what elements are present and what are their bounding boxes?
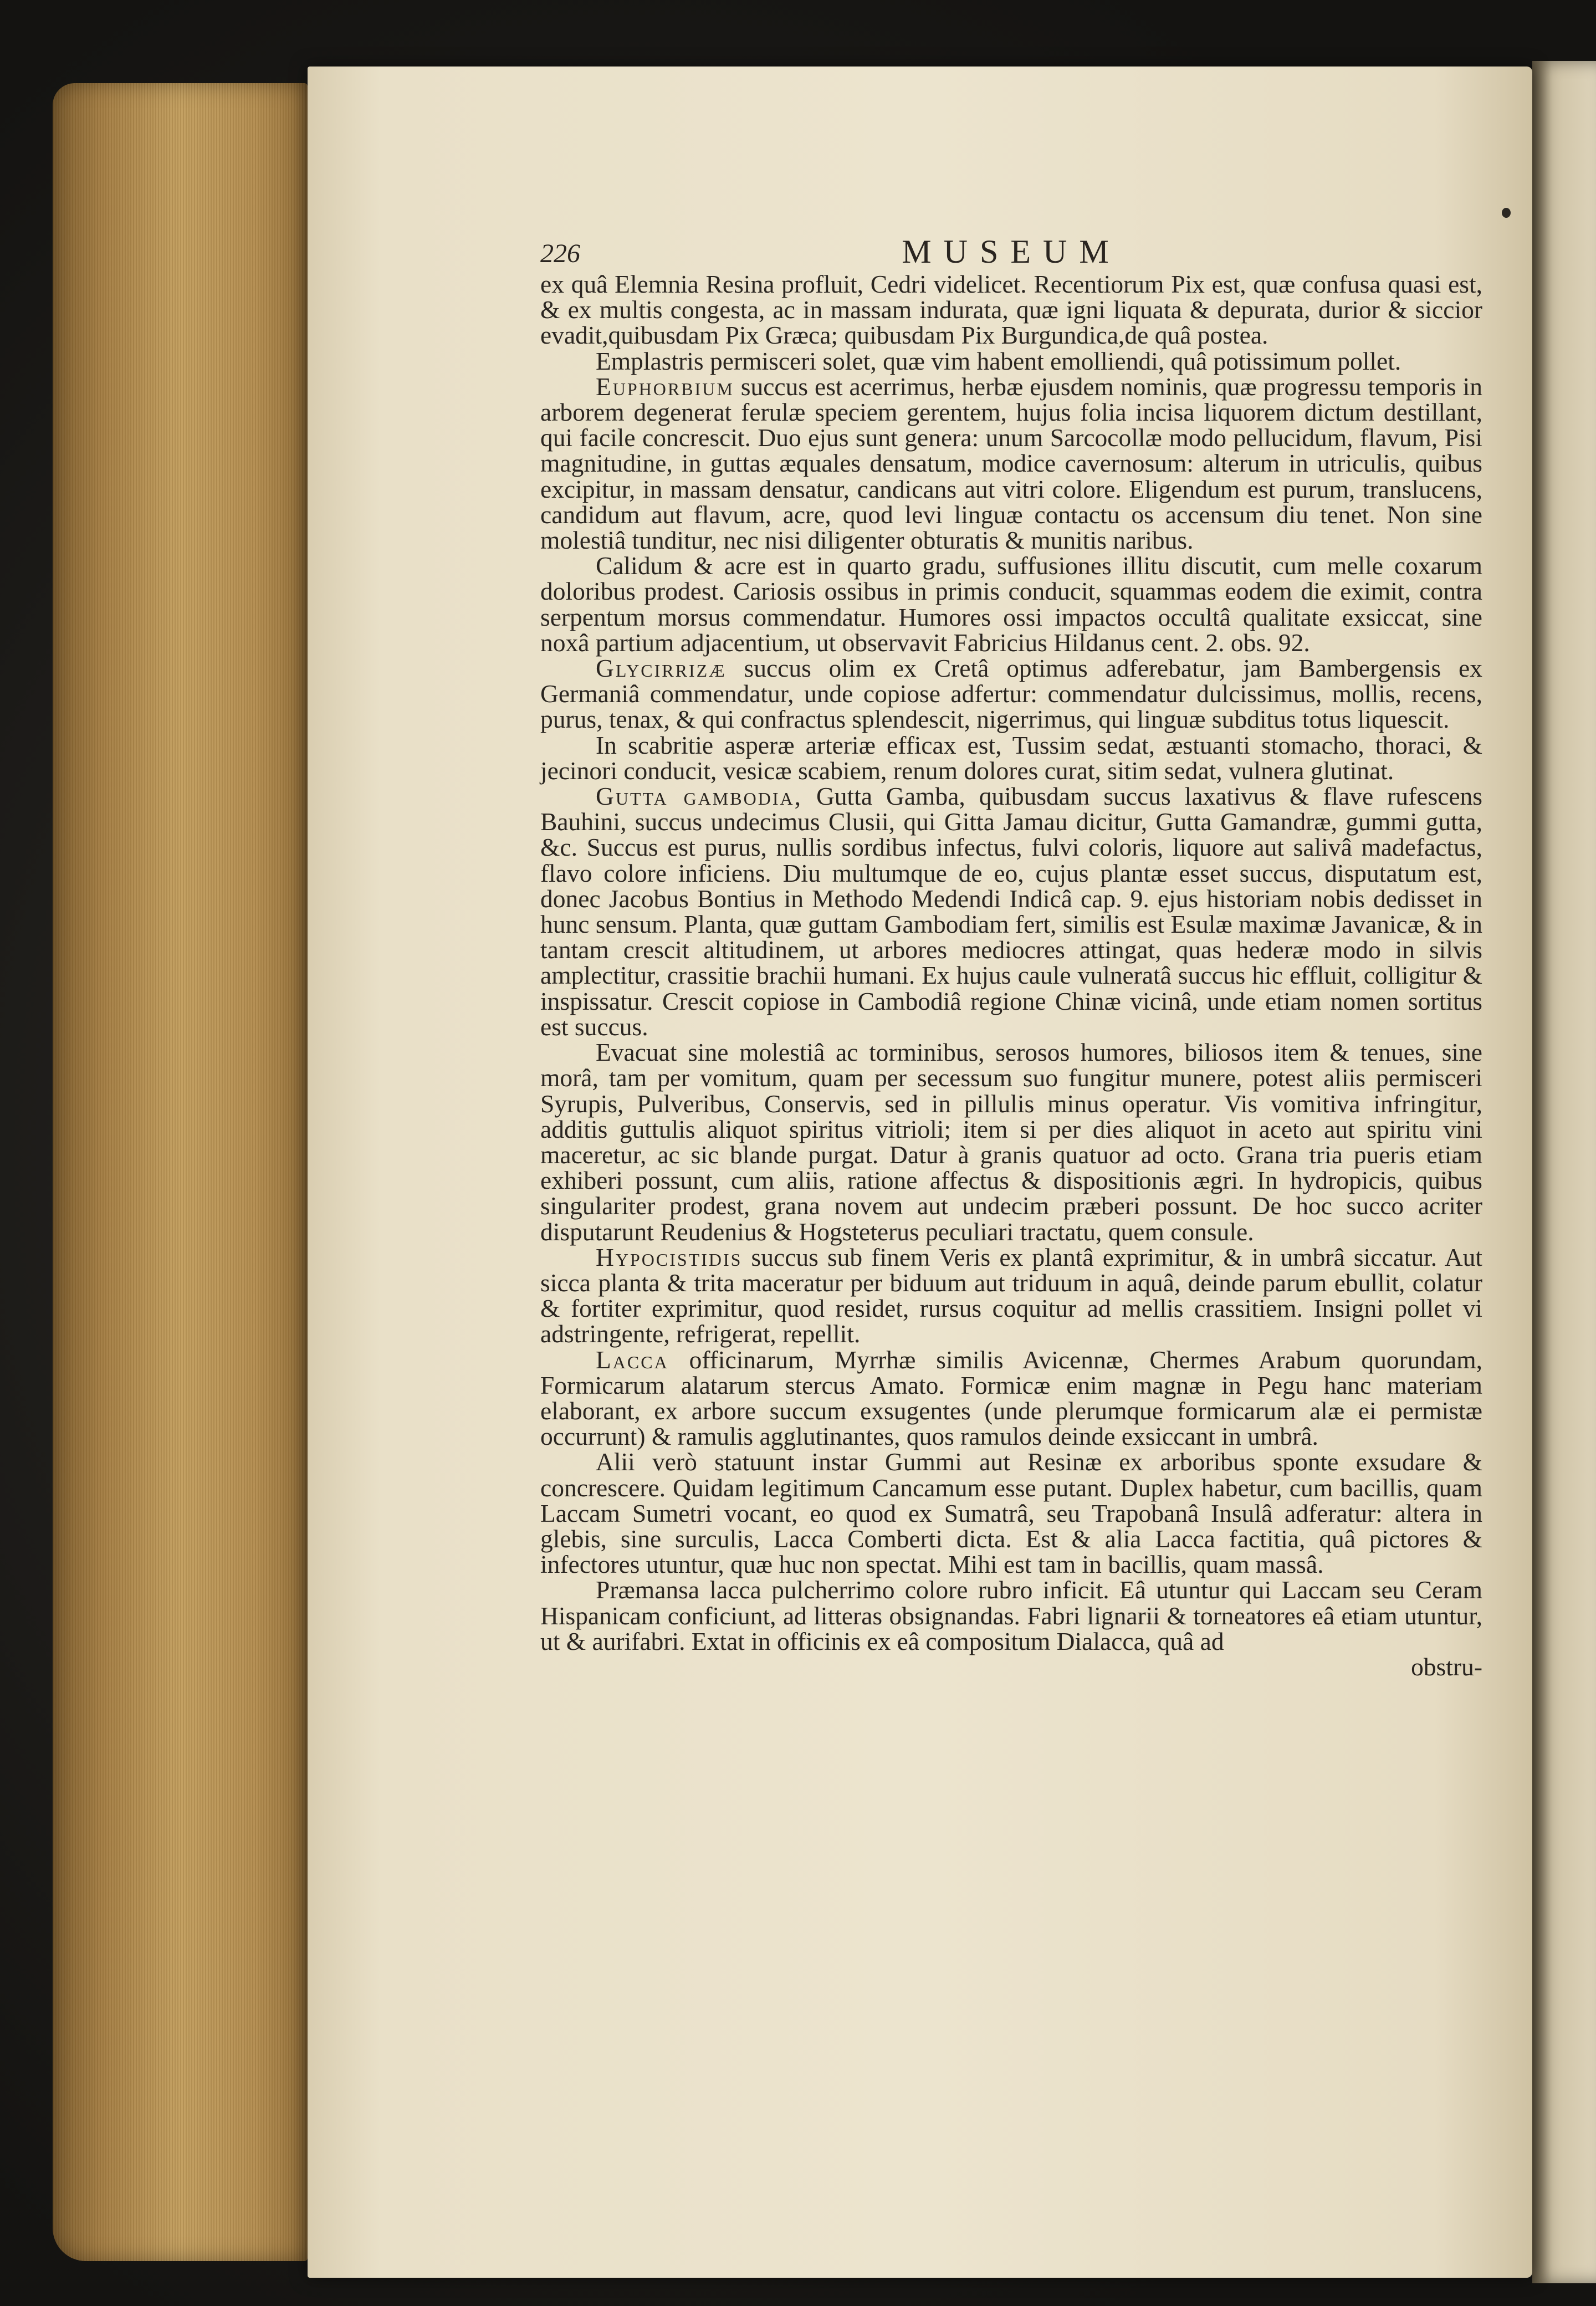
paragraph: [540, 1577, 1482, 1654]
paragraph-text: Calidum & acre est in quarto gradu, suffusiones illitu discutit, cum melle coxarum doloribus prodest. Cariosis ossibus in primis conducit, squammas eodem die eximit, contra serpentum morsus commendatur. Humores ossi impactos occultâ qualitate exsiccat, sine noxâ partium adjacentium, ut observavit Fabricius Hildanus cent. 2. obs. 92.: [540, 551, 1482, 657]
paragraph-text: Emplastris permisceri solet, quæ vim habent emolliendi, quâ potissimum pollet.: [596, 346, 1401, 375]
paragraph-lead: Euphorbium: [596, 372, 734, 401]
paragraph-lead: Gutta gambodia,: [596, 782, 802, 811]
facing-page: [1532, 61, 1596, 2283]
paragraph-lead: Hypocistidis: [596, 1243, 743, 1271]
paragraph: [540, 1347, 1482, 1450]
paragraph-lead: Lacca: [596, 1345, 669, 1374]
paragraph: [540, 730, 1482, 785]
book-fore-edge: [53, 83, 308, 2261]
running-head: [540, 233, 1482, 272]
body-text: [540, 272, 1482, 1680]
paragraph: [540, 1040, 1482, 1245]
paragraph-text: In scabritie asperæ arteriæ efficax est, Tussim sedat, æstuanti stomacho, thoraci, & jecinori conducit, vesicæ scabiem, renum dolores curat, sitim sedat, vulnera glutinat.: [540, 730, 1482, 785]
paragraph-text: Evacuat sine molestiâ ac torminibus, serosos humores, biliosos item & tenues, sine morâ, tam per vomitum, quam per secessum suo fungitur munere, potest aliis permisceri Syrupis, Pulveribus, Conservis, sed in pillulis minus operatur. Vis vomitiva infringitur, additis guttulis aliquot spiritus vitrioli; item si per dies aliquot in aceto aut spiritu vini maceretur, ac sic blande purgat. Datur à granis quatuor ad octo. Grana tria pueris etiam exhiberi possunt, cum aliis, ratione affectus & dispositionis ægri. In hydropicis, quibus singulariter prodest, grana novem aut undecim præberi possunt. De hoc succo acriter disputarunt Reudenius & Hogsteterus peculiari tractatu, quem consule.: [540, 1038, 1482, 1246]
paragraph: [540, 1245, 1482, 1347]
paragraph-text: succus est acerrimus, herbæ ejusdem nominis, quæ progressu temporis in arborem degenerat ferulæ speciem gerentem, hujus folia incisa liquorem dictum destillant, qui facile concrescit. Duo ejus sunt genera: unum Sarcocollæ modo pellucidum, flavum, Pisi magnitudine, in guttas æquales densatum, modice cavernosum: alterum in utriculis, quibus excipitur, in massam densatur, candicans aut vitri colore. Eligendum est purum, translucens, candidum aut flavum, acre, quod levi linguæ contactu os accensum diu tenet. Non sine molestiâ tunditur, nec nisi diligenter obturatis & munitis naribus.: [540, 372, 1482, 555]
page-number: 226: [540, 239, 580, 268]
paragraph: [540, 272, 1482, 349]
paragraph: [540, 374, 1482, 553]
paragraph-text: succus olim ex Cretâ optimus adferebatur, jam Bambergensis ex Germaniâ commendatur, unde copiose adfertur: commendatur dulcissimus, mollis, recens, purus, tenax, & qui confractus splendescit, nigerrimus, qui linguæ subditus totus liquescit.: [540, 654, 1482, 734]
paragraph-text: Gutta Gamba, quibusdam succus laxativus & flave rufescens Bauhini, succus undecimus Clusii, qui Gitta Jamau dicitur, Gutta Gamandræ, gummi gutta, &c. Succus est purus, nullis sordibus infectus, fulvi coloris, liquore aut salivâ madefactus, flavo colore inficiens. Diu multumque de eo, cujus plantæ esset succus, disputatum est, donec Jacobus Bontius in Methodo Medendi Indicâ cap. 9. ejus historiam nobis dedisset in hunc sensum. Planta, quæ guttam Gambodiam fert, similis est Esulæ maximæ Javanicæ, & in tantam crescit altitudinem, ut arbores mediocres attingat, quas hederæ modo in silvis amplectitur, crassitie brachii humani. Ex hujus caule vulneratâ succus hic effluit, colligitur & inspissatur. Crescit copiose in Cambodiâ regione Chinæ vicinâ, unde etiam nomen sortitus est succus.: [540, 782, 1482, 1041]
paragraph-text: Alii verò statuunt instar Gummi aut Resinæ ex arboribus sponte exsudare & concrescere. Quidam legitimum Cancamum esse putant. Duplex habetur, cum bacillis, quam Laccam Sumetri vocant, eo quod ex Sumatrâ, seu Trapobanâ Insulâ adferatur: altera in glebis, sine surculis, Lacca Comberti dicta. Est & alia Lacca factitia, quâ pictores & infectores utuntur, quæ huc non spectat. Mihi est tam in bacillis, quam massâ.: [540, 1448, 1482, 1579]
catchword: [540, 1654, 1482, 1680]
page-text-block: [540, 233, 1482, 1680]
paragraph-text: ex quâ Elemnia Resina profluit, Cedri videlicet. Recentiorum Pix est, quæ confusa quasi est, & ex multis congesta, ac in massam indurata, quæ igni liquata & depurata, durior & siccior evadit,quibusdam Pix Græca; quibusdam Pix Burgundica,de quâ postea.: [540, 270, 1482, 350]
paragraph: [540, 346, 1482, 375]
paragraph: [540, 553, 1482, 656]
paragraph: [540, 1449, 1482, 1577]
paragraph-text: officinarum, Myrrhæ similis Avicennæ, Chermes Arabum quorundam, Formicarum alatarum stercus Amato. Formicæ enim magnæ in Pegu hanc materiam elaborant, ex arbore succum exsugentes (unde plerumque formicarum alæ ei permistæ occurrunt) & ramulis agglutinantes, quos ramulos deinde exsiccant in umbrâ.: [540, 1345, 1482, 1451]
paragraph-text: succus sub finem Veris ex plantâ exprimitur, & in umbrâ siccatur. Aut sicca planta & trita maceratur per biduum aut triduum in aquâ, deinde parum ebullit, colatur & fortiter exprimitur, quod residet, rursus coquitur ad mellis crassitiem. Insigni pollet vi adstringente, refrigerat, repellit.: [540, 1243, 1482, 1348]
paragraph-lead: Glycirrizæ: [596, 654, 727, 683]
catchword-text: obstru-: [1411, 1652, 1482, 1681]
paragraph-text: Præmansa lacca pulcherrimo colore rubro inficit. Eâ utuntur qui Laccam seu Ceram Hispanicam conficiunt, ad litteras obsignandas. Fabri lignarii & torneatores eâ etiam utuntur, ut & aurifabri. Extat in officinis ex eâ compositum Dialacca, quâ ad: [540, 1576, 1482, 1655]
running-head-title: MUSEUM: [902, 233, 1121, 270]
paragraph: [540, 784, 1482, 1040]
ink-speck: [1502, 208, 1511, 218]
paragraph: [540, 656, 1482, 733]
